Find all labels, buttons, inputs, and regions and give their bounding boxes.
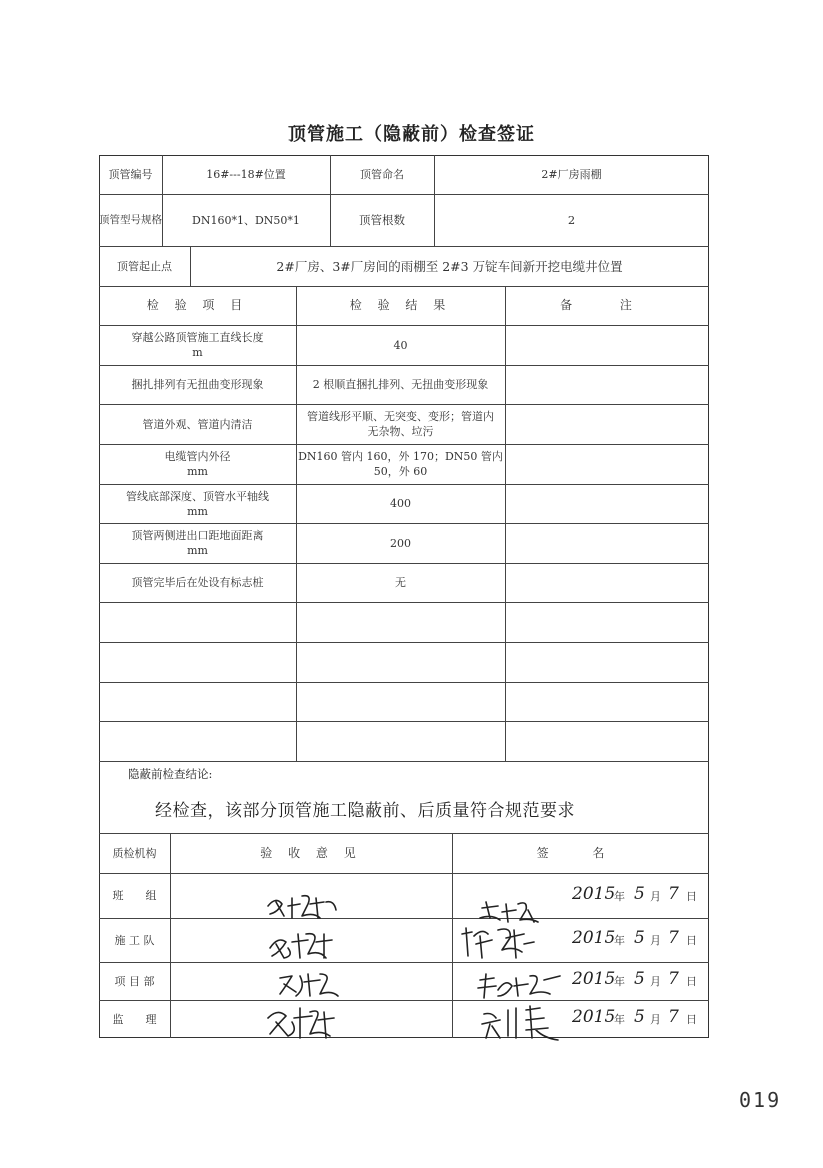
inspection-row-3-note <box>505 404 709 444</box>
inspection-row-10-result <box>296 682 505 721</box>
inspection-row-8-result <box>296 602 505 642</box>
month-char-1: 月 <box>650 889 661 903</box>
inspection-row-5-item: 管线底部深度、顶管水平轴线 mm <box>126 489 269 518</box>
approval-handwriting-4 <box>264 1004 344 1046</box>
approval-handwriting-3 <box>276 968 346 1004</box>
month-char-2: 月 <box>650 934 661 947</box>
start-end-value: 2#厂房、3#厂房间的雨棚至 2#3 万锭车间新开挖电缆井位置 <box>276 258 623 274</box>
approval-handwriting-2 <box>266 928 346 966</box>
inspection-row-3-item: 管道外观、管道内清洁 <box>142 417 253 431</box>
inspection-row-9-result <box>296 642 505 682</box>
inspection-row-4-note <box>505 444 709 484</box>
start-end-label: 顶管起止点 <box>117 259 172 273</box>
sign-date-month-3: 5 <box>634 969 645 989</box>
inspection-row-6-result: 200 <box>390 536 411 550</box>
acceptance-row-1-org: 班 组 <box>112 889 157 902</box>
inspection-row-9-note <box>505 642 709 682</box>
inspection-row-5-note <box>505 484 709 523</box>
inspection-row-10-note <box>505 682 709 721</box>
inspection-row-7-result: 无 <box>395 576 406 589</box>
inspection-row-2-note <box>505 365 709 404</box>
inspection-row-4-item: 电缆管内外径 mm <box>164 450 231 478</box>
spec-label: 顶管型号规格 <box>99 213 162 226</box>
sign-date-day-3: 7 <box>668 969 679 989</box>
acceptance-header-org: 质检机构 <box>112 846 157 860</box>
acceptance-header-opinion: 验 收 意 见 <box>260 845 362 860</box>
inspection-row-11-note <box>505 721 709 761</box>
inspection-row-11-result <box>296 721 505 761</box>
signature-2 <box>458 922 542 966</box>
inspection-row-1-note <box>505 325 709 365</box>
day-char-3: 日 <box>686 975 697 988</box>
signature-4 <box>478 1002 568 1046</box>
inspection-header-result: 检 验 结 果 <box>349 298 452 312</box>
inspection-row-2-result: 2 根顺直捆扎排列、无扭曲变形现象 <box>312 378 489 391</box>
page-number: 019 <box>739 1088 782 1112</box>
count-label: 顶管根数 <box>359 212 405 227</box>
name-label: 顶管命名 <box>360 168 404 181</box>
inspection-row-4-result: DN160 管内 160，外 170；DN50 管内 50，外 60 <box>298 450 503 478</box>
inspection-row-8-item <box>99 602 296 642</box>
inspection-row-2-item: 捆扎排列有无扭曲变形现象 <box>131 378 264 391</box>
inspection-row-7-item: 顶管完毕后在处设有标志桩 <box>131 576 264 589</box>
day-char-4: 日 <box>686 1013 697 1026</box>
year-char-3: 年 <box>614 975 625 988</box>
acceptance-row-3-org: 项 目 部 <box>114 974 155 988</box>
inspection-row-5-result: 400 <box>390 497 411 510</box>
sign-date-month-1: 5 <box>634 883 645 904</box>
conclusion-text: 经检查，该部分顶管施工隐蔽前、后质量符合规范要求 <box>155 801 575 821</box>
sign-date-year-1: 2015 <box>572 883 616 904</box>
inspection-row-7-note <box>505 563 709 602</box>
day-char-2: 日 <box>686 934 697 947</box>
sign-date-day-4: 7 <box>668 1007 679 1027</box>
sign-date-month-2: 5 <box>634 928 645 948</box>
sign-date-day-2: 7 <box>668 928 679 948</box>
sign-date-month-4: 5 <box>634 1007 645 1027</box>
sign-date-year-2: 2015 <box>572 928 616 948</box>
month-char-3: 月 <box>650 975 661 988</box>
signature-3 <box>476 968 566 1006</box>
conclusion-label: 隐蔽前检查结论: <box>128 767 213 781</box>
acceptance-header-sign: 签 名 <box>536 845 625 860</box>
year-char-1: 年 <box>614 889 625 903</box>
acceptance-row-2-org: 施 工 队 <box>114 933 155 947</box>
inspection-row-3-result: 管道线形平顺、无突变、变形；管道内 无杂物、垃污 <box>307 410 494 438</box>
year-char-2: 年 <box>614 934 625 947</box>
inspection-row-10-item <box>99 682 296 721</box>
name-value: 2#厂房雨棚 <box>541 168 602 181</box>
sign-date-day-1: 7 <box>668 883 679 904</box>
inspection-row-8-note <box>505 602 709 642</box>
number-value: 16#---18#位置 <box>206 168 286 181</box>
acceptance-row-4-org: 监 理 <box>112 1012 157 1026</box>
year-char-4: 年 <box>614 1013 625 1026</box>
inspection-header-item: 检 验 项 目 <box>146 298 249 312</box>
spec-value: DN160*1、DN50*1 <box>192 213 300 227</box>
approval-handwriting-1 <box>262 888 342 926</box>
number-label: 顶管编号 <box>108 168 153 181</box>
inspection-row-6-item: 顶管两侧进出口距地面距离 mm <box>131 529 264 557</box>
inspection-row-1-item: 穿越公路顶管施工直线长度 m <box>131 331 264 359</box>
count-value: 2 <box>567 212 576 227</box>
month-char-4: 月 <box>650 1013 661 1026</box>
inspection-row-9-item <box>99 642 296 682</box>
day-char-1: 日 <box>686 889 697 903</box>
inspection-header-note: 备 注 <box>560 298 654 312</box>
inspection-row-1-result: 40 <box>393 338 408 352</box>
inspection-row-11-item <box>99 721 296 761</box>
inspection-row-6-note <box>505 523 709 563</box>
page-title: 顶管施工（隐蔽前）检查签证 <box>288 124 535 145</box>
sign-date-year-4: 2015 <box>572 1007 616 1027</box>
sign-date-year-3: 2015 <box>572 969 616 989</box>
